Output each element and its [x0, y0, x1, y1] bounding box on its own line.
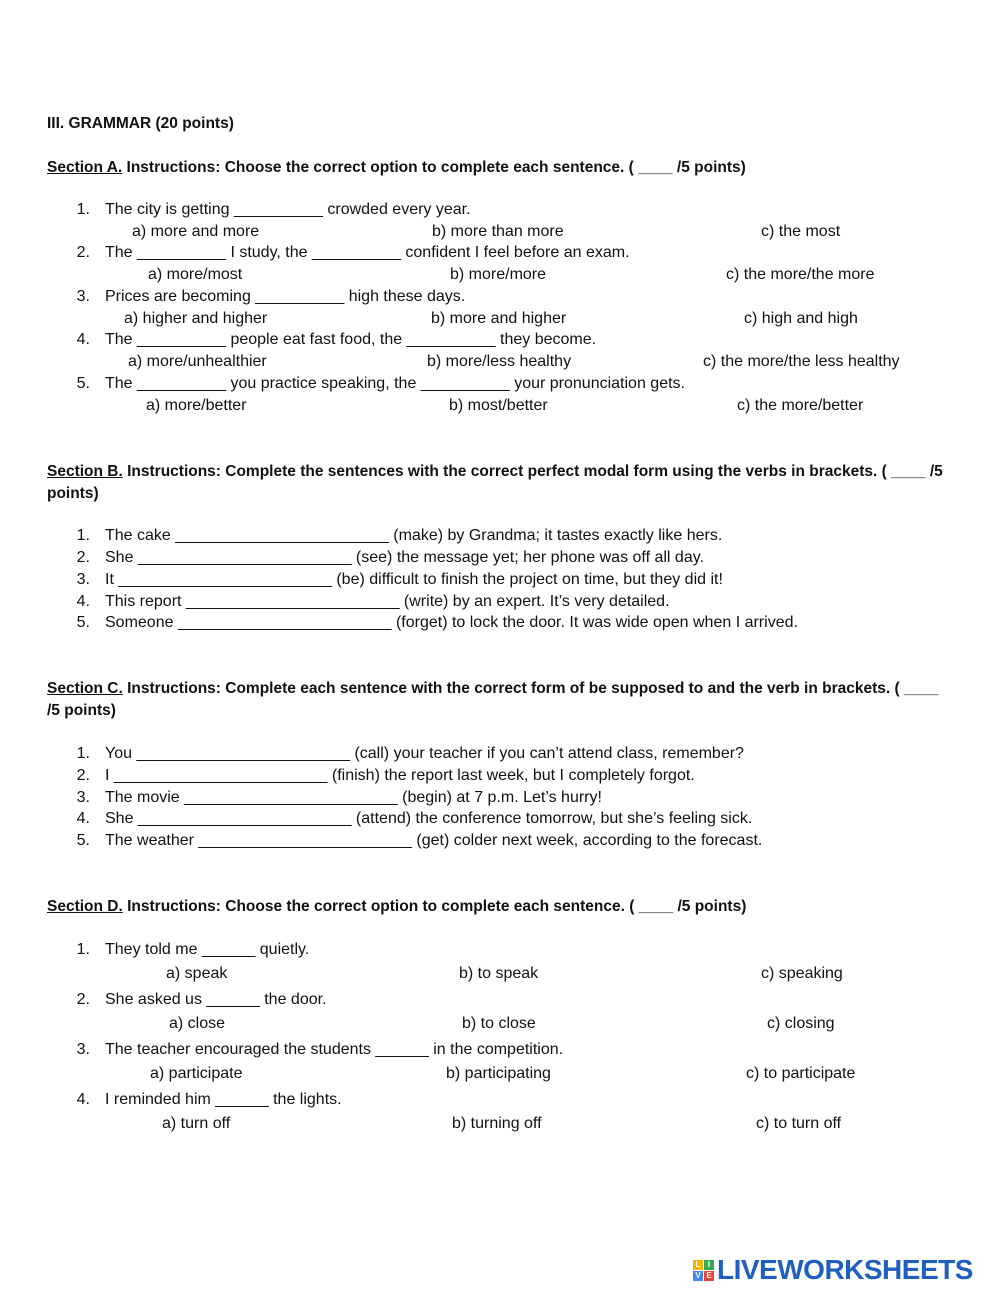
- option-a[interactable]: a) more/better: [146, 397, 247, 414]
- option-b[interactable]: b) turning off: [452, 1115, 542, 1132]
- section-c-label: Section C.: [47, 680, 123, 697]
- option-a[interactable]: a) close: [169, 1015, 226, 1032]
- option-c[interactable]: c) closing: [767, 1015, 835, 1032]
- question-text: The __________ I study, the __________ confident I feel before an exam.: [105, 244, 630, 261]
- question-text: She asked us ______ the door.: [105, 991, 327, 1008]
- question-text[interactable]: She ________________________ (see) the message yet; her phone was off all day.: [105, 549, 704, 566]
- question-text[interactable]: She ________________________ (attend) the conference tomorrow, but she’s feeling sick.: [105, 810, 753, 827]
- question-text[interactable]: The weather ________________________ (get) colder next week, according to the forecast.: [105, 832, 763, 849]
- option-b[interactable]: b) more/less healthy: [427, 353, 572, 370]
- question-text: The teacher encouraged the students ______ in the competition.: [105, 1041, 564, 1058]
- option-a[interactable]: a) more/most: [148, 266, 243, 283]
- section-d-instructions: Section D. Instructions: Choose the correct option to complete each sentence. ( ____ /5 points): [47, 898, 747, 915]
- question-text[interactable]: The movie ________________________ (begin) at 7 p.m. Let’s hurry!: [105, 789, 602, 806]
- question-text: The __________ people eat fast food, the __________ they become.: [105, 331, 597, 348]
- question-text: The __________ you practice speaking, the __________ your pronunciation gets.: [105, 375, 685, 392]
- section-b-instructions: Section B. Instructions: Complete the sentences with the correct perfect modal form using the verbs in brackets. ( ____ /5 points): [47, 463, 943, 502]
- option-b[interactable]: b) participating: [446, 1065, 551, 1082]
- question-text[interactable]: I ________________________ (finish) the report last week, but I completely forgot.: [105, 767, 695, 784]
- option-a[interactable]: a) speak: [166, 965, 228, 982]
- option-c[interactable]: c) to turn off: [756, 1115, 842, 1132]
- section-c-instructions: Section C. Instructions: Complete each sentence with the correct form of be supposed to and the verb in brackets. ( ____ /5 points): [47, 680, 939, 719]
- logo-text: LIVEWORKSHEETS: [717, 1254, 973, 1285]
- section-d-label: Section D.: [47, 898, 123, 915]
- section-a-label: Section A.: [47, 159, 123, 176]
- question-text[interactable]: The cake ________________________ (make) by Grandma; it tastes exactly like hers.: [105, 527, 723, 544]
- option-b[interactable]: b) more and higher: [431, 310, 567, 327]
- option-b[interactable]: b) to close: [462, 1015, 536, 1032]
- option-a[interactable]: a) participate: [150, 1065, 243, 1082]
- section-b-label: Section B.: [47, 463, 123, 480]
- question-text: I reminded him ______ the lights.: [105, 1091, 342, 1108]
- page-title: III. GRAMMAR (20 points): [47, 115, 234, 132]
- option-b[interactable]: b) to speak: [459, 965, 539, 982]
- question-text: Prices are becoming __________ high these days.: [105, 288, 466, 305]
- liveworksheets-mark-icon: L I V E: [693, 1260, 714, 1281]
- section-a-instructions: Section A. Instructions: Choose the correct option to complete each sentence. ( ____ /5 points): [47, 159, 746, 176]
- option-c[interactable]: c) the more/better: [737, 397, 864, 414]
- question-text[interactable]: You ________________________ (call) your teacher if you can’t attend class, remember?: [105, 745, 744, 762]
- option-a[interactable]: a) more/unhealthier: [128, 353, 267, 370]
- option-c[interactable]: c) the more/the less healthy: [703, 353, 900, 370]
- question-text: They told me ______ quietly.: [105, 941, 310, 958]
- option-c[interactable]: c) the most: [761, 223, 841, 240]
- option-c[interactable]: c) speaking: [761, 965, 843, 982]
- question-text[interactable]: It ________________________ (be) difficult to finish the project on time, but they did it!: [105, 571, 723, 588]
- option-c[interactable]: c) high and high: [744, 310, 858, 327]
- question-text: The city is getting __________ crowded every year.: [105, 201, 471, 218]
- option-b[interactable]: b) most/better: [449, 397, 548, 414]
- liveworksheets-logo: [693, 1253, 989, 1287]
- option-a[interactable]: a) higher and higher: [124, 310, 268, 327]
- question-text[interactable]: This report ________________________ (write) by an expert. It’s very detailed.: [105, 593, 670, 610]
- option-b[interactable]: b) more than more: [432, 223, 564, 240]
- question-text[interactable]: Someone ________________________ (forget) to lock the door. It was wide open when I arrived.: [105, 614, 798, 631]
- option-a[interactable]: a) turn off: [162, 1115, 231, 1132]
- option-c[interactable]: c) to participate: [746, 1065, 856, 1082]
- option-c[interactable]: c) the more/the more: [726, 266, 875, 283]
- option-a[interactable]: a) more and more: [132, 223, 260, 240]
- option-b[interactable]: b) more/more: [450, 266, 547, 283]
